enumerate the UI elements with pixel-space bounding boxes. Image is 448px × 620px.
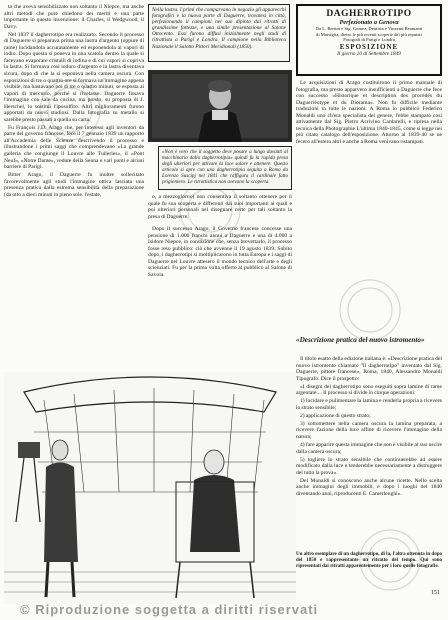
daguerreotype-poster: [296, 4, 442, 76]
daguerreotype-portrait-photo: [148, 70, 292, 142]
poster-line: Da L. Bertini e Sig. Gomez, Dentista e Vinzenti Beamanti: [315, 26, 423, 31]
paragraph: o, a mezzogiorno) non consentiva il soltanto ottenere per il quale fu sua scoperta e differenti dai suoi importanti ai quali e poi ulteriori personali nel disegnare certe per tali soltanto la presa di Daguerre.: [148, 194, 292, 220]
article-column-right-bottom: [296, 356, 442, 548]
copyright-watermark: © Riproduzione soggetta a diritti riservati: [20, 602, 319, 617]
portrait-image: [148, 70, 292, 142]
list-item: 3) sottomettere nella camera oscura la lamina preparata, a ricevere l'azione della luce affine di ricevere l'immagine della natura;: [296, 420, 442, 441]
poster-date: Il giorno 10 di Settembre 1849: [337, 50, 401, 57]
photo-caption-top: Nella lastra. I primi che comparvano in negozio gli apparecchi fotografici e la nuova parte di Daguerre, trovatesi in città, perfezionando il campioni nel suo dipinto dai ritratti di grandissime fattezze, e una simile presentazione al Salone Ottocento. Essi furono diffusi inizialmente negli studi di ritrattista a Parigi e Londra. Il campione nella Biblioteca Nazionale il Salotto Pittori Meridionali (1850).: [148, 4, 290, 62]
list-item: 1) lucidare e pulimentare la lamina e renderla propria a ricevere lo strato sensibile;: [296, 398, 442, 411]
list-item: 2) applicazione di questo strato;: [300, 412, 371, 419]
paragraph: Dopo il successo Arago, il Governo francese concesse una pensione di 1.000 franchi annui a Daguerre e una di 4.000 a Isidore Niepce, in condizione che, senza brevettarlo, il processo fosse reso pubblico: ciò che avvenne il 19 agosto 1839. Subito dopo, i dagherrotipi si moltiplicarono in tutta Europa e i saggi di Daguerre nel Louvre attesero il mondo tecnico dell'arte e degli scienziati. Fu per la prima volta offerto al pubblico al Salone di Savoia.: [148, 226, 292, 278]
paragraph: Il titolo esatto della edizione italiana è: «Descrizione pratica del nuovo istromento chiamato "Il dagherrotipo" inventato dal Sig. Daguerre, pittore francese», Roma, 1840, Alessandro Monaldi Tipografo. Dice il prospetto:: [296, 356, 442, 382]
poster-subtitle: Perfezionato a Genova: [339, 19, 399, 26]
paragraph: Del Monaldi si conoscono anche alcune ricette. Nello scelta anche immagini degli immobili, e dopo i luoghi del 1840 diventando anni, riproducenti E. Camerlenghi».: [296, 477, 442, 497]
poster-exhibition-label: ESPOSIZIONE: [339, 42, 399, 51]
photo-caption-mid: «Non è vero che il soggetto deve posare a lungo davanti al macchinario dalla dagherrotipia» quindi fu la rapida presa degli ulteriori per attivare la luce solare e ottenere. Questo articolo si apre con una dagherrotipia seguita a Roma da Lorenzo Suscipj nel 1841 che raffigura il cardinale fatto prigioniero. Le ritrattistica non avevano la scoperta.: [158, 146, 292, 190]
article-column-left: [4, 4, 144, 252]
paragraph: Fu François J.D. Arago che, per interessi agli inventori da parte del governo francese, fece il 7 gennaio 1839 un rapporto all'Accademia delle Scienze descrivendo il processo e illustrandone i primi saggi che comprendevano «La grande galleria che congiunge il Louvre alle Tuileries», il «Pont Neuf», «Notre Dame», vedute della Senna e vari punti e alcuni barriere di Parigi.: [4, 124, 144, 171]
article-column-right-top: [296, 80, 442, 334]
engraving-caption: Un altro esemplare di un dagherrotipo, di la, l'altra ottenuta in dopo del 1850 e rappresentante un ritratto del tempo. Qui sono ripresentati dai ritratti apparentemente per i loro quelle fotografie.: [296, 552, 442, 569]
daguerreotype-studio-engraving: [4, 372, 296, 604]
list-item: 4) fare apparire questa immagine che non è visibile al suo uscire dalla camera oscura;: [296, 442, 442, 455]
article-column-mid-upper: [148, 194, 292, 224]
paragraph: Bitter Arago, il Daguerre fu inoltre sollecitato favorevolmente agli studi l'immagine ottica lasciata una presenza pratica dalla estrema sensibilità della preparazione (da otto a dieci minuti in pieno sole. l'estate,: [4, 172, 144, 198]
engraving-image: [4, 372, 296, 604]
poster-line: di Marsiglia, dietro le più recenti scoperte dei più reputati: [316, 31, 422, 37]
page-number: 151: [431, 590, 440, 596]
paragraph: Le acquisizioni di Arago costituirono il primo manuale di fotografia, ma presto apparvero insufficienti a Daguerre che fece con successo «Historique et description des procédés du Daguerréotype et du Diorama». Non fu difficile mediante traduzioni in tutte le nazioni. A Roma lo pubblicò Federico Monaldi uno ch'era specialista del genere, l'ebbe stampato così attivamente dal Sig. Pietro Acrivino Cardarelli, e ripresa nella tecnica della Photographie L'ultima 1840-1845, come si legge nei più citato catalogo dell'esposizione. Attorno al 1839-40 se ne fecero all'estero altri e anche a Roma venivano ristampati.: [296, 80, 442, 145]
paragraph: «I disegni del dagherrotipo sono eseguiti sopra lamine di rame argentate.... Il processo si divide in cinque operazioni:: [296, 383, 442, 397]
poster-line: Fotografi di Parigi e Londra: [343, 37, 395, 42]
list-item: 5) togliere lo strato sensibile che continuerebbe ad essere modificato dalla luce e tenderebbe necessariamente a distruggere del tutto la prova».: [296, 456, 442, 476]
paragraph: Nel 1837 il dagherrotipo era realizzato. Secondo il processo di Daguerre si preparava prima una lastra d'argento (oppure di rame) lucidandola accuratamente ed esponendola ai vapori di iodio. Dopo questa si poneva in una scatola dentro la quale si facevano evaporare cristalli di iodina e di cui vapori si copriva la lastra. Si formava così ioduro d'argento e la lastra diventava sicura, dopo di che la si esponeva nella camera oscura. Con esposizioni di tre o quattro ore si formava un'immagine appena visibile, ma bastavano poi di tre o quattro minuti, se esposta ai vapori di mercurio, perché si rivelasse. Daguerre fissava l'immagine con sale da cucina, ma presto, su proposta di J. Herschel, lo sostituì l'iposolfito. Altri miglioramenti furono apportati da nuovi studiosi. Dalla fotografia su metallo si sarebbe presto passati a quella su carta.: [4, 31, 144, 123]
paragraph: ta che aveva sensibilizzato non soltanto il Niepce, ma anche altri metodi che pure chiedono dei meriti e una parte importante in questo invenzione: il Charles, il Wedgwood, il Davy.: [4, 4, 144, 30]
section-heading: «Descrizione pratica del nuovo istromento»: [296, 336, 425, 344]
poster-title: DAGHERROTIPO: [326, 9, 412, 19]
article-column-mid-lower: [148, 226, 292, 370]
